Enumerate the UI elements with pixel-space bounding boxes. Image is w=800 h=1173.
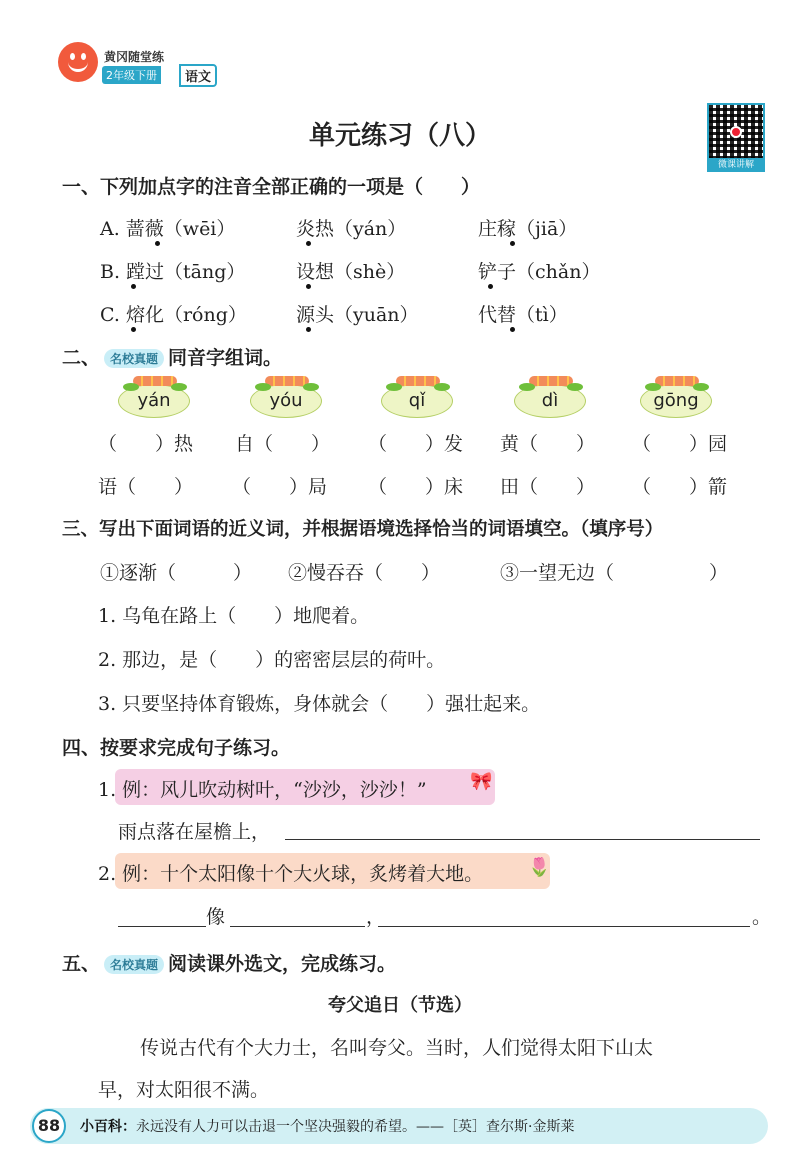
s2-row1-4: 黄（ ） — [500, 433, 596, 455]
s3-q2: 2. 那边，是（ ）的密密层层的荷叶。 — [98, 649, 446, 671]
s2-row1-5: （ ）园 — [632, 433, 728, 455]
s1-a-2: 炎热（yán） — [296, 218, 407, 240]
emphasis-dot — [155, 241, 160, 246]
s4-like: 像 — [206, 906, 226, 928]
s1-c-1: C. 熔化（róng） — [100, 304, 247, 326]
footer-quote — [80, 1116, 574, 1136]
s2-row2-5: （ ）箭 — [632, 476, 728, 498]
emphasis-dot — [131, 327, 136, 332]
s1-b-3: 铲子（chǎn） — [478, 261, 601, 283]
s3-q1: 1. 乌龟在路上（ ）地爬着。 — [98, 605, 370, 627]
brand-name: 黄冈随堂练 — [104, 50, 165, 64]
publisher-logo — [58, 42, 228, 90]
s4-task-1: 雨点落在屋檐上， — [118, 821, 271, 843]
qr-code-icon[interactable] — [707, 103, 765, 161]
section-2-title: 同音字组词。 — [168, 347, 283, 369]
s2-row1-1: （ ）热 — [98, 433, 194, 455]
emphasis-dot — [306, 241, 311, 246]
s4-example-1: 1. 例：风儿吹动树叶，“沙沙，沙沙！” — [98, 779, 427, 801]
qr-caption: 微课讲解 — [707, 158, 765, 172]
s1-c-2: 源头（yuān） — [296, 304, 419, 326]
emphasis-dot — [488, 284, 493, 289]
bow-icon: 🎀 — [470, 771, 493, 792]
s4-comma: ， — [366, 906, 386, 928]
passage-line-2: 早，对太阳很不满。 — [98, 1079, 270, 1101]
section-3-heading: 三、写出下面词语的近义词，并根据语境选择恰当的词语填空。（填序号） — [62, 519, 664, 540]
s2-row1-2: 自（ ） — [235, 433, 331, 455]
emphasis-dot — [510, 241, 515, 246]
s3-word-3: ③一望无边（ ） — [500, 562, 729, 584]
pinyin-bubble: yán — [118, 384, 190, 418]
s2-row2-2: （ ）局 — [232, 476, 328, 498]
passage-line-1: 传说古代有个大力士，名叫夸父。当时，人们觉得太阳下山太 — [140, 1037, 654, 1059]
section-4-heading: 四、按要求完成句子练习。 — [62, 737, 291, 759]
s4-example-2: 2. 例：十个太阳像十个大火球，炙烤着大地。 — [98, 863, 484, 885]
exam-tag: 名校真题 — [104, 955, 164, 974]
s1-b-1: B. 蹚过（tāng） — [100, 261, 246, 283]
emphasis-dot — [306, 327, 311, 332]
emphasis-dot — [510, 327, 515, 332]
flower-icon: 🌷 — [528, 857, 551, 878]
pinyin-bubble: yóu — [250, 384, 322, 418]
footer-text: 永远没有人力可以击退一个坚决强毅的希望。——［英］查尔斯·金斯莱 — [136, 1119, 575, 1135]
s2-row2-4: 田（ ） — [500, 476, 596, 498]
pinyin-bubble: gōng — [640, 384, 712, 418]
smile-icon — [58, 42, 98, 82]
answer-line[interactable] — [285, 839, 760, 840]
footer-label: 小百科： — [80, 1119, 136, 1135]
pinyin-bubble: qǐ — [381, 384, 453, 418]
s2-row2-1: 语（ ） — [98, 476, 194, 498]
exam-tag: 名校真题 — [104, 349, 164, 368]
pinyin-bubble: dì — [514, 384, 586, 418]
s2-row1-3: （ ）发 — [368, 433, 464, 455]
s3-q3: 3. 只要坚持体育锻炼，身体就会（ ）强壮起来。 — [98, 693, 541, 715]
s1-a-1: A. 蔷薇（wēi） — [100, 218, 236, 240]
answer-line[interactable] — [118, 926, 206, 927]
s3-word-2: ②慢吞吞（ ） — [288, 562, 441, 584]
page-number: 88 — [32, 1109, 66, 1143]
page-title: 单元练习（八） — [308, 121, 491, 151]
s1-a-3: 庄稼（jiā） — [478, 218, 578, 240]
emphasis-dot — [306, 284, 311, 289]
s2-row2-3: （ ）床 — [368, 476, 464, 498]
section-5-heading — [62, 949, 396, 976]
passage-title: 夸父追日（节选） — [328, 995, 472, 1016]
s1-b-2: 设想（shè） — [296, 261, 406, 283]
s3-word-1: ①逐渐（ ） — [100, 562, 253, 584]
section-1-heading: 一、下列加点字的注音全部正确的一项是（ ） — [62, 176, 481, 198]
answer-line[interactable] — [378, 926, 750, 927]
section-5-number: 五、 — [62, 953, 101, 975]
answer-line[interactable] — [230, 926, 365, 927]
section-5-title: 阅读课外选文，完成练习。 — [168, 953, 397, 975]
s1-c-3: 代替（tì） — [478, 304, 568, 326]
section-2-number: 二、 — [62, 347, 101, 369]
grade-label: 2年级下册 — [102, 66, 161, 84]
subject-label: 语文 — [179, 64, 217, 87]
s4-period: 。 — [752, 906, 772, 928]
section-2-heading — [62, 343, 282, 370]
emphasis-dot — [131, 284, 136, 289]
